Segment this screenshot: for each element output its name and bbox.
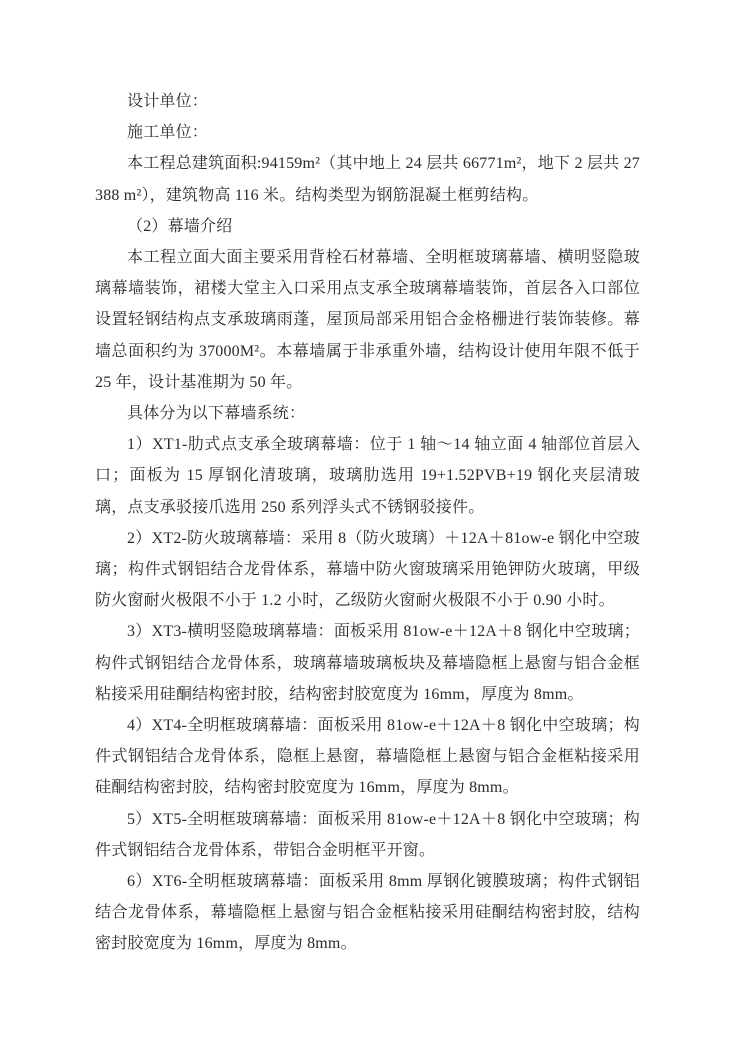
heading-curtain-wall-intro: （2）幕墙介绍: [127, 217, 233, 235]
paragraph-design-unit: 设计单位：: [127, 93, 209, 110]
paragraph-system-xt1: 1）XT1-肋式点支承全玻璃幕墙：位于 1 轴～14 轴立面 4 轴部位首层入口；面板为 15 厚钢化清玻璃，玻璃肋选用 19+1.52PVB+19 钢化夹层清玻璃，点支承驳接爪选用 250 系列浮头式不锈钢驳接件。: [95, 436, 640, 516]
paragraph-system-xt6: 6）XT6-全明框玻璃幕墙：面板采用 8mm 厚钢化镀膜玻璃；构件式钢铝结合龙骨体系，幕墙隐框上悬窗与铝合金框粘接采用硅酮结构密封胶，结构密封胶宽度为 16mm，厚度为 8mm。: [95, 873, 640, 953]
paragraph-system-xt3: 3）XT3-横明竖隐玻璃幕墙：面板采用 81ow-e＋12A＋8 钢化中空玻璃；构件式钢铝结合龙骨体系，玻璃幕墙玻璃板块及幕墙隐框上悬窗与铝合金框粘接采用硅酮结构密封胶，结构密封胶宽度为 16mm，厚度为 8mm。: [95, 623, 640, 703]
paragraph-system-xt5: 5）XT5-全明框玻璃幕墙：面板采用 81ow-e＋12A＋8 钢化中空玻璃；构件式钢铝结合龙骨体系，带铝合金明框平开窗。: [95, 810, 640, 859]
document-text-block: [95, 86, 640, 960]
paragraph-curtain-wall-overview: 本工程立面大面主要采用背栓石材幕墙、全明框玻璃幕墙、横明竖隐玻璃幕墙装饰，裙楼大堂主入口采用点支承全玻璃幕墙装饰，首层各入口部位设置轻钢结构点支承玻璃雨蓬，屋顶局部采用铝合金格栅进行装饰装修。幕墙总面积约为 37000M²。本幕墙属于非承重外墙，结构设计使用年限不低于 25 年，设计基准期为 50 年。: [95, 249, 640, 391]
paragraph-building-area: 本工程总建筑面积:94159m²（其中地上 24 层共 66771m²，地下 2 层共 27388 m²），建筑物高 116 米。结构类型为钢筋混凝土框剪结构。: [95, 155, 640, 204]
paragraph-system-xt4: 4）XT4-全明框玻璃幕墙：面板采用 81ow-e＋12A＋8 钢化中空玻璃；构件式钢铝结合龙骨体系，隐框上悬窗，幕墙隐框上悬窗与铝合金框粘接采用硅酮结构密封胶，结构密封胶宽度为 16mm，厚度为 8mm。: [95, 717, 640, 797]
paragraph-systems-intro: 具体分为以下幕墙系统：: [127, 405, 306, 423]
paragraph-construction-unit: 施工单位：: [127, 124, 209, 142]
paragraph-system-xt2: 2）XT2-防火玻璃幕墙：采用 8（防火玻璃）＋12A＋81ow-e 钢化中空玻璃；构件式钢铝结合龙骨体系，幕墙中防火窗玻璃采用铯钾防火玻璃，甲级防火窗耐火极限不小于 1.2 小时，乙级防火窗耐火极限不小于 0.90 小时。: [95, 529, 640, 610]
